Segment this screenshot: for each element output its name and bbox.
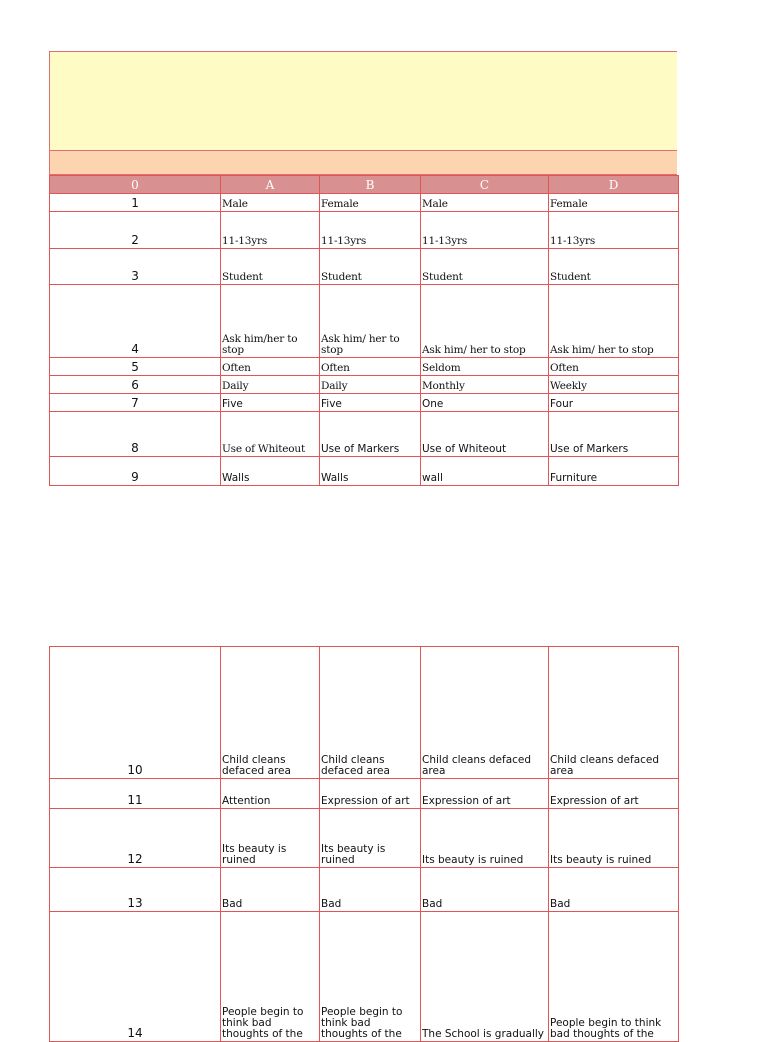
table-cell[interactable]: Its beauty is ruined bbox=[421, 809, 549, 868]
table-row bbox=[50, 647, 679, 779]
table-cell[interactable]: 11-13yrs bbox=[549, 212, 679, 249]
table-cell[interactable]: Child cleans defaced area bbox=[320, 647, 421, 779]
table-cell[interactable]: Its beauty is ruined bbox=[549, 809, 679, 868]
table-cell[interactable]: Use of Whiteout bbox=[221, 412, 320, 457]
table-row bbox=[50, 412, 679, 457]
table-cell[interactable]: Student bbox=[221, 249, 320, 285]
column-header-d[interactable]: D bbox=[549, 176, 679, 194]
table-cell[interactable]: Student bbox=[421, 249, 549, 285]
table-row bbox=[50, 194, 679, 212]
table-cell[interactable]: Attention bbox=[221, 779, 320, 809]
row-number: 14 bbox=[50, 912, 221, 1042]
table-cell[interactable]: 11-13yrs bbox=[421, 212, 549, 249]
row-number: 4 bbox=[50, 285, 221, 358]
survey-table-bottom bbox=[49, 646, 679, 1042]
row-number: 2 bbox=[50, 212, 221, 249]
row-number: 8 bbox=[50, 412, 221, 457]
row-number: 13 bbox=[50, 868, 221, 912]
table-row bbox=[50, 809, 679, 868]
table-row bbox=[50, 358, 679, 376]
row-number: 11 bbox=[50, 779, 221, 809]
table-cell[interactable]: wall bbox=[421, 457, 549, 486]
table-cell[interactable]: Use of Markers bbox=[549, 412, 679, 457]
table-cell[interactable]: Male bbox=[421, 194, 549, 212]
title-band bbox=[49, 51, 677, 151]
table-cell[interactable]: 11-13yrs bbox=[320, 212, 421, 249]
table-cell[interactable]: Weekly bbox=[549, 376, 679, 394]
table-row bbox=[50, 376, 679, 394]
table-cell[interactable]: Student bbox=[320, 249, 421, 285]
table-cell[interactable]: Child cleans defaced area bbox=[549, 647, 679, 779]
row-number: 1 bbox=[50, 194, 221, 212]
table-cell[interactable]: Child cleans defaced area bbox=[421, 647, 549, 779]
table-row bbox=[50, 912, 679, 1042]
table-cell[interactable]: People begin to think bad thoughts of the bbox=[549, 912, 679, 1042]
table-cell[interactable]: People begin to think bad thoughts of the bbox=[320, 912, 421, 1042]
table-cell[interactable]: Monthly bbox=[421, 376, 549, 394]
row-number: 12 bbox=[50, 809, 221, 868]
table-cell[interactable]: Its beauty is ruined bbox=[320, 809, 421, 868]
table-cell[interactable]: Female bbox=[549, 194, 679, 212]
table-cell[interactable]: Often bbox=[320, 358, 421, 376]
table-cell[interactable]: Walls bbox=[320, 457, 421, 486]
table-cell[interactable]: Furniture bbox=[549, 457, 679, 486]
row-number: 9 bbox=[50, 457, 221, 486]
table-cell[interactable]: Female bbox=[320, 194, 421, 212]
table-cell[interactable]: Student bbox=[549, 249, 679, 285]
table-cell[interactable]: Ask him/her to stop bbox=[221, 285, 320, 358]
table-cell[interactable]: Its beauty is ruined bbox=[221, 809, 320, 868]
row-number: 6 bbox=[50, 376, 221, 394]
table-cell[interactable]: Bad bbox=[549, 868, 679, 912]
table-row bbox=[50, 285, 679, 358]
table-cell[interactable]: Expression of art bbox=[549, 779, 679, 809]
row-number: 3 bbox=[50, 249, 221, 285]
row-number: 10 bbox=[50, 647, 221, 779]
table-cell[interactable]: The School is gradually bbox=[421, 912, 549, 1042]
table-cell[interactable]: Five bbox=[320, 394, 421, 412]
column-header-0[interactable]: 0 bbox=[50, 176, 221, 194]
table-cell[interactable]: Bad bbox=[320, 868, 421, 912]
table-row bbox=[50, 457, 679, 486]
table-cell[interactable]: 11-13yrs bbox=[221, 212, 320, 249]
table-cell[interactable]: Daily bbox=[221, 376, 320, 394]
table-cell[interactable]: Child cleans defaced area bbox=[221, 647, 320, 779]
table-cell[interactable]: Daily bbox=[320, 376, 421, 394]
table-row bbox=[50, 212, 679, 249]
table-cell[interactable]: Four bbox=[549, 394, 679, 412]
table-row bbox=[50, 394, 679, 412]
table-cell[interactable]: One bbox=[421, 394, 549, 412]
table-cell[interactable]: Often bbox=[549, 358, 679, 376]
table-cell[interactable]: Bad bbox=[421, 868, 549, 912]
row-number: 5 bbox=[50, 358, 221, 376]
table-cell[interactable]: Ask him/ her to stop bbox=[549, 285, 679, 358]
table-cell[interactable]: Ask him/ her to stop bbox=[320, 285, 421, 358]
table-cell[interactable]: People begin to think bad thoughts of the bbox=[221, 912, 320, 1042]
table-cell[interactable]: Expression of art bbox=[320, 779, 421, 809]
column-header-b[interactable]: B bbox=[320, 176, 421, 194]
table-cell[interactable]: Often bbox=[221, 358, 320, 376]
table-cell[interactable]: Use of Whiteout bbox=[421, 412, 549, 457]
column-header-row bbox=[50, 176, 679, 194]
table-cell[interactable]: Bad bbox=[221, 868, 320, 912]
table-row bbox=[50, 868, 679, 912]
survey-table-top bbox=[49, 175, 679, 486]
column-header-c[interactable]: C bbox=[421, 176, 549, 194]
row-number: 7 bbox=[50, 394, 221, 412]
table-cell[interactable]: Male bbox=[221, 194, 320, 212]
table-row bbox=[50, 249, 679, 285]
table-cell[interactable]: Expression of art bbox=[421, 779, 549, 809]
table-cell[interactable]: Seldom bbox=[421, 358, 549, 376]
subtitle-band bbox=[49, 151, 677, 175]
table-cell[interactable]: Use of Markers bbox=[320, 412, 421, 457]
table-cell[interactable]: Five bbox=[221, 394, 320, 412]
table-cell[interactable]: Walls bbox=[221, 457, 320, 486]
table-cell[interactable]: Ask him/ her to stop bbox=[421, 285, 549, 358]
table-row bbox=[50, 779, 679, 809]
column-header-a[interactable]: A bbox=[221, 176, 320, 194]
